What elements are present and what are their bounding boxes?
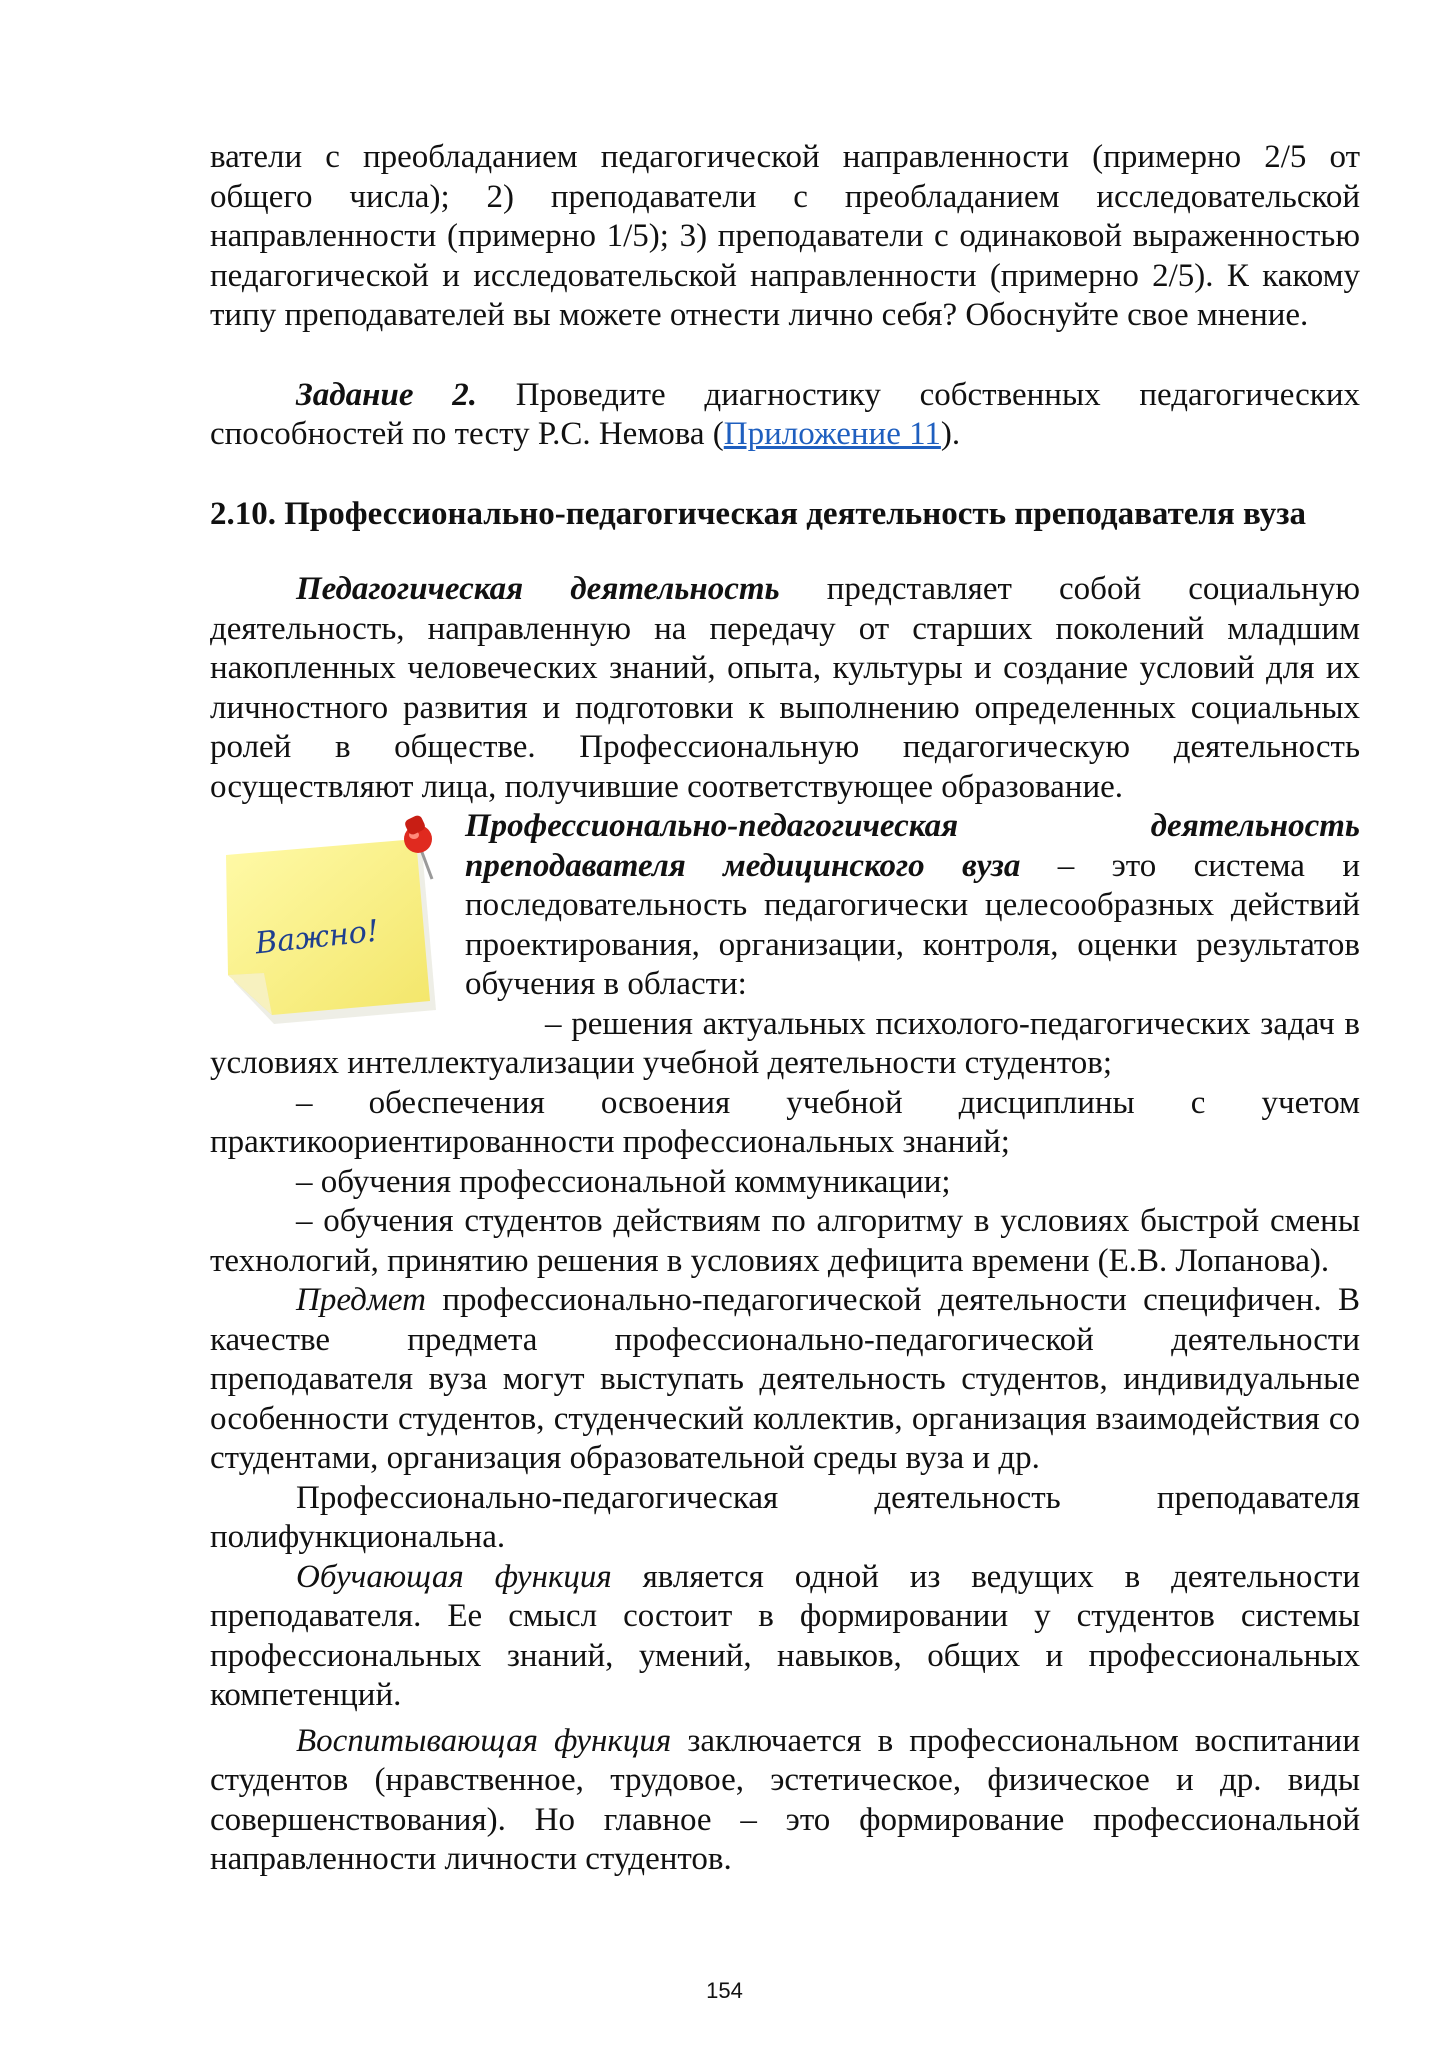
upbringing-function-term: Воспитывающая функция [296,1722,672,1759]
list-item: – обеспечения освоения учебной дисциплины с учетом практикоориентированности профессиональных знаний; [210,1084,1360,1160]
task-2-label: Задание 2. [296,376,477,413]
list-item: – решения актуальных психолого-педагогических задач в условиях интеллектуализации учебной деятельности студентов; [210,1005,1360,1081]
task-2-text: Проведите диагностику собственных педагогических способностей по тесту Р.С. Немова ( [210,376,1360,452]
section-heading: 2.10. Профессионально-педагогическая деятельность преподавателя вуза [210,495,1306,532]
pedagogical-activity-text: представляет собой социальную деятельность, направленную на передачу от старших поколений младшим накопленных человеческих знаний, опыта, культуры и создание условий для их личностного развития и подготовки к выполнению определенных социальных ролей в обществе. Профессиональную педагогическую деятельность осуществляют лица, получившие соответствующее образование. [210,571,1360,805]
task-2-text-end: ). [940,416,961,452]
teaching-function-text: является одной из ведущих в деятельности преподавателя. Ее смысл состоит в формировании у студентов системы профессиональных знаний, умений, навыков, общих и профессиональных компетенций. [210,1558,1360,1713]
list-item: – обучения профессиональной коммуникации; [296,1163,951,1200]
pedagogical-activity-paragraph [210,570,1360,807]
subject-term: Предмет [296,1282,426,1318]
list-item: – обучения студентов действиям по алгоритму в условиях быстрой смены технологий, принятию решения в условиях дефицита времени (Е.В. Лопанова). [210,1203,1360,1279]
definition-block [210,807,1360,1084]
definition-paragraph [465,807,1360,1005]
subject-text: профессионально-педагогической деятельности специфичен. В качестве предмета профессионально-педагогической деятельности преподавателя вуза могут выступать деятельность студентов, индивидуальные особенности студентов, студенческий коллектив, организация взаимодействия со студентами, организация образовательной среды вуза и др. [210,1282,1360,1476]
page-number: 154 [706,1978,743,2003]
sticky-note-icon [210,807,450,1027]
definition-term: Профессионально-педагогическая деятельность преподавателя медицинского вуза [465,808,1360,884]
subject-paragraph [210,1281,1360,1479]
pedagogical-activity-term: Педагогическая деятельность [296,571,780,607]
upbringing-function-text: заключается в профессиональном воспитании студентов (нравственное, трудовое, эстетическое, физическое и др. виды совершенствования). Но главное – это формирование профессиональной направленности личности студентов. [210,1722,1360,1877]
task-2-paragraph [210,376,1360,455]
definition-text: – это система и последовательность педагогически целесообразных действий проектирования, организации, контроля, оценки результатов обучения в области: [465,847,1360,1002]
intro-paragraph: ватели с преобладанием педагогической направленности (примерно 2/5 от общего числа); 2) преподаватели с преобладанием исследовательской направленности (примерно 1/5); 3) преподаватели с одинаковой выраженностью педагогической и исследовательской направленности (примерно 2/5). К какому типу преподавателей вы можете отнести лично себя? Обоснуйте свое мнение. [210,139,1360,333]
sticky-note-label: Важно! [253,913,381,962]
polyfunctional-paragraph: Профессионально-педагогическая деятельность преподавателя полифункциональна. [210,1479,1360,1555]
teaching-function-term: Обучающая функция [296,1558,612,1595]
upbringing-function-paragraph [210,1722,1360,1880]
page-content [210,138,1360,1880]
teaching-function-paragraph [210,1558,1360,1716]
appendix-11-link[interactable]: Приложение 11 [723,416,941,452]
